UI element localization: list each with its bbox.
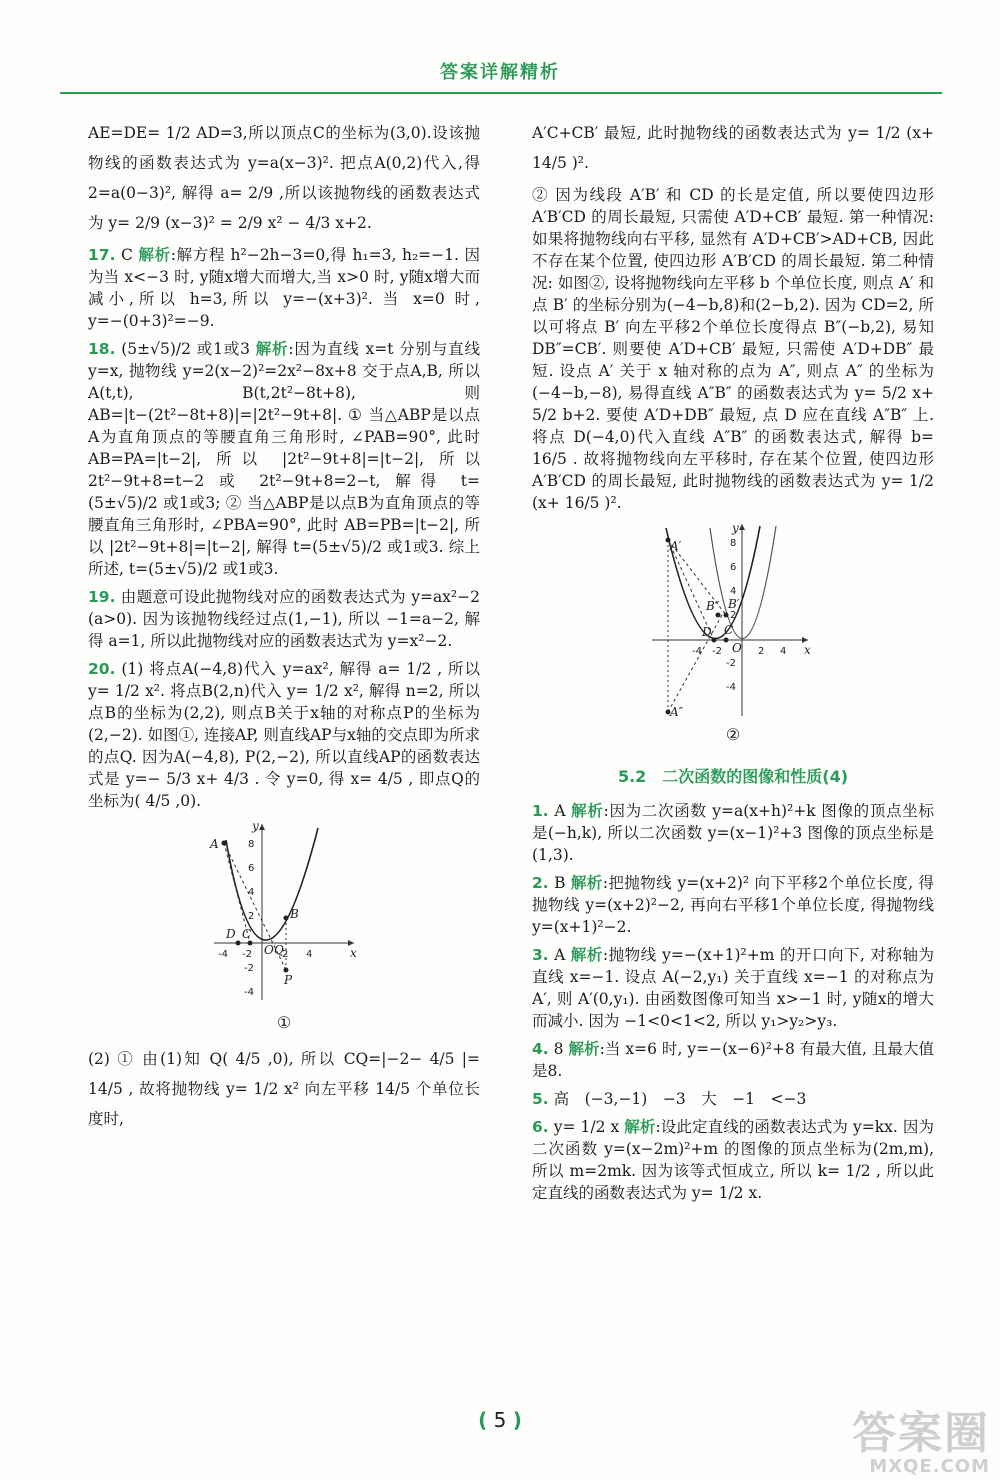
fig1-label-O: O bbox=[264, 943, 274, 957]
fig1-label-Q: Q bbox=[274, 943, 284, 957]
fig1-ytick: 8 bbox=[248, 839, 255, 850]
page-number: ( 5 ) bbox=[478, 1408, 522, 1432]
watermark-logo: 答案圈 MXQE.COM bbox=[852, 1408, 990, 1477]
figure-2-caption: ② bbox=[725, 725, 741, 744]
fig1-ytick: 4 bbox=[248, 887, 255, 898]
fig2-label-y: y bbox=[732, 521, 739, 535]
fig2-label-O: O bbox=[732, 641, 742, 655]
fig1-ytick: -2 bbox=[244, 963, 254, 974]
solution-18: 18. (5±√5)/2 或1或3 解析:因为直线 x=t 分别与直线 y=x, 抛物线 y=2(x−2)²=2x²−8x+8 交于点A,B, 所以 A(t,t), B(t,2t²−8t+8), 则 AB=|t−(2t²−8t+8)|=|2t²−9t+8|. ① 当△ABP是以点A为直角顶点的等腰直角三角形时, ∠PAB=90°, 此时 AB=PA=|t−2|, 所以 |2t²−9t+8|=|t−2|, 所以 2t²−9t+8=t−2 或 2t²−9t+8=2−t, 解得 t=(5±√5)/2 或1或3; ② 当△ABP是以点B为直角顶点的等腰直角三角形时, ∠PBA=90°, 此时 AB=PB=|t−2|, 所以 |2t²−9t+8|=|t−2|, 解得 t=(5±√5)/2 或1或3. 综上所述, t=(5±√5)/2 或1或3. bbox=[88, 340, 480, 578]
solution-16-continued: AE=DE= 1/2 AD=3,所以顶点C的坐标为(3,0).设该抛物线的函数表达式为 y=a(x−3)². 把点A(0,2)代入,得 2=a(0−3)², 解得 a= 2/9 ,所以该抛物线的函数表达式为 y= 2/9 (x−3)² = 2/9 x² − 4/3 x+2. bbox=[88, 124, 480, 232]
fig2-xtick: -2 bbox=[712, 646, 722, 657]
page-header: 答案详解精析 bbox=[440, 62, 560, 83]
fig2-label-x: x bbox=[804, 643, 811, 657]
fig1-label-P: P bbox=[284, 973, 293, 987]
fig1-label-D: D bbox=[226, 927, 236, 941]
fig2-xtick: 4 bbox=[780, 646, 787, 657]
fig1-y-arrow bbox=[259, 824, 265, 830]
fig1-ytick: -4 bbox=[244, 987, 254, 998]
answer-6: 6. y= 1/2 x 解析:设此定直线的函数表达式为 y=kx. 因为二次函数 y=(x−2m)²+m 的图像的顶点坐标为(2m,m), 所以 m=2mk. 因为该等式恒成立, 所以 k= 1/2 , 所以此定直线的函数表达式为 y= 1/2 x. bbox=[532, 1118, 934, 1202]
solution-20-part2: (2) ① 由(1)知 Q( 4/5 ,0), 所以 CQ=|−2− 4/5 |= 14/5 , 故将抛物线 y= 1/2 x² 向左平移 14/5 个单位长度时, bbox=[88, 1050, 480, 1128]
fig2-label-C: C bbox=[724, 623, 734, 637]
fig2-y-arrow bbox=[739, 524, 745, 530]
fig2-ytick: 8 bbox=[730, 538, 737, 549]
fig2-line-A2B2 bbox=[668, 615, 722, 712]
fig1-xtick: 2 bbox=[282, 949, 289, 960]
fig1-point-B bbox=[284, 916, 289, 921]
fig2-xtick: 2 bbox=[758, 646, 765, 657]
fig1-point-D bbox=[236, 941, 241, 946]
answer-3: 3. A 解析:抛物线 y=−(x+1)²+m 的开口向下, 对称轴为直线 x=−1. 设点 A(−2,y₁) 关于直线 x=−1 的对称点为 A′, 则 A′(0,y₁). 由函数图像可知当 x>−1 时, y随x的增大而减小. 因为 −1<0<1<2, 所以 y₁>y₂>y₃. bbox=[532, 946, 934, 1030]
fig1-ytick: 6 bbox=[248, 863, 255, 874]
fig1-label-x: x bbox=[350, 946, 357, 960]
fig2-point-D bbox=[712, 638, 717, 643]
fig2-label-B1: B′ bbox=[728, 597, 740, 611]
fig2-label-A1: A′ bbox=[670, 539, 682, 553]
fig2-ytick: 6 bbox=[730, 562, 737, 573]
fig1-xtick: -2 bbox=[242, 949, 252, 960]
solution-20: 20. (1) 将点A(−4,8)代入 y=ax², 解得 a= 1/2 , 所以 y= 1/2 x². 将点B(2,n)代入 y= 1/2 x², 解得 n=2, 所以点B的坐标为(2,2), 则点B关于x轴的对称点P的坐标为(2,−2). 如图①, 连接AP, 则直线AP与x轴的交点即为所求的点Q. 因为A(−4,8), P(2,−2), 所以直线AP的函数表达式是 y=− 5/3 x+ 4/3 . 令 y=0, 得 x= 4/5 , 即点Q的坐标为( 4/5 ,0). bbox=[88, 660, 480, 810]
solution-20-part2-2: ② 因为线段 A′B′ 和 CD 的长是定值, 所以要使四边形 A′B′CD 的周长最短, 只需使 A′D+CB′ 最短. 第一种情况: 如果将抛物线向右平移, 显然有 A′D+CB′>AD+CB, 因此不存在某个位置, 使四边形 A′B′CD 的周长最短. 第二种情况: 如图②, 设将抛物线向左平移 b 个单位长度, 则点 A′ 和点 B′ 的坐标分别为(−4−b,8)和(2−b,2). 因为 CD=2, 所以可将点 B′ 向左平移2个单位长度得点 B″(−b,2), 易知 DB″=CB′. 则要使 A′D+CB′ 最短, 只需使 A′D+DB″ 最短. 设点 A′ 关于 x 轴对称的点为 A″, 则点 A″ 的坐标为(−4−b,−8), 易得直线 A″B″ 的函数表达式为 y= 5/2 x+ 5/2 b+2. 要使 A′D+DB″ 最短, 点 D 应在直线 A″B″ 上. 将点 D(−4,0)代入直线 A″B″ 的函数表达式, 解得 b= 16/5 . 故将抛物线向左平移时, 存在某个位置, 使四边形 A′B′CD 的周长最短, 此时抛物线的函数表达式为 y= 1/2 (x+ 16/5 )². bbox=[532, 186, 934, 512]
fig1-point-P bbox=[284, 968, 289, 973]
fig1-parabola bbox=[226, 828, 318, 940]
fig2-label-A2: A″ bbox=[670, 705, 684, 719]
fig2-ytick: 2 bbox=[730, 610, 737, 621]
fig1-label-A: A bbox=[210, 837, 219, 851]
solution-19: 19. 由题意可设此抛物线对应的函数表达式为 y=ax²−2 (a>0). 因为该抛物线经过点(1,−1), 所以 −1=a−2, 解得 a=1, 所以此抛物线对应的函数表达式为 y=x²−2. bbox=[88, 588, 480, 650]
fig1-xtick: 4 bbox=[306, 949, 313, 960]
left-column bbox=[88, 118, 480, 1140]
fig1-xtick: -4 bbox=[218, 949, 228, 960]
fig2-point-B1 bbox=[724, 613, 729, 618]
figure-1-graph bbox=[204, 818, 364, 1008]
fig1-point-C bbox=[248, 941, 253, 946]
figure-2-graph bbox=[648, 520, 818, 720]
fig2-point-C bbox=[724, 638, 729, 643]
fig2-ytick: 4 bbox=[730, 586, 737, 597]
fig2-parabola-original bbox=[710, 526, 776, 639]
fig2-label-D: D bbox=[702, 625, 712, 639]
answer-4: 4. 8 解析:当 x=6 时, y=−(x−6)²+8 有最大值, 且最大值是8. bbox=[532, 1040, 934, 1080]
fig1-ytick: 2 bbox=[248, 911, 255, 922]
answer-5: 5. 高 (−3,−1) −3 大 −1 <−3 bbox=[532, 1090, 807, 1108]
fig2-label-B2: B″ bbox=[706, 599, 720, 613]
fig2-ytick: -4 bbox=[726, 682, 736, 693]
solution-20-continued: A′C+CB′ 最短, 此时抛物线的函数表达式为 y= 1/2 (x+ 14/5 )². bbox=[532, 124, 934, 172]
answer-2: 2. B 解析:把抛物线 y=(x+2)² 向下平移2个单位长度, 得抛物线 y=(x+2)²−2, 再向右平移1个单位长度, 得抛物线 y=(x+1)²−2. bbox=[532, 874, 934, 936]
right-column bbox=[532, 118, 934, 1210]
fig1-label-y: y bbox=[252, 819, 259, 833]
fig1-point-A bbox=[222, 841, 227, 846]
fig1-label-B: B bbox=[290, 907, 299, 921]
figure-1-caption: ① bbox=[276, 1013, 292, 1032]
section-title: 5.2 二次函数的图像和性质(4) bbox=[617, 767, 849, 786]
header-rule bbox=[60, 92, 942, 94]
fig1-label-C: C bbox=[242, 927, 252, 941]
answer-1: 1. A 解析:因为二次函数 y=a(x+h)²+k 图像的顶点坐标是(−h,k), 所以二次函数 y=(x−1)²+3 图像的顶点坐标是(1,3). bbox=[532, 802, 934, 864]
solution-17: 17. C 解析:解方程 h²−2h−3=0,得 h₁=3, h₂=−1. 因为当 x<−3 时, y随x增大而增大,当 x>0 时, y随x增大而减小,所以 h=3,所以 y=−(x+3)². 当 x=0 时, y=−(0+3)²=−9. bbox=[88, 246, 480, 330]
fig2-xtick: -4 bbox=[692, 646, 702, 657]
fig2-ytick: -2 bbox=[726, 658, 736, 669]
fig2-point-B2 bbox=[716, 613, 721, 618]
